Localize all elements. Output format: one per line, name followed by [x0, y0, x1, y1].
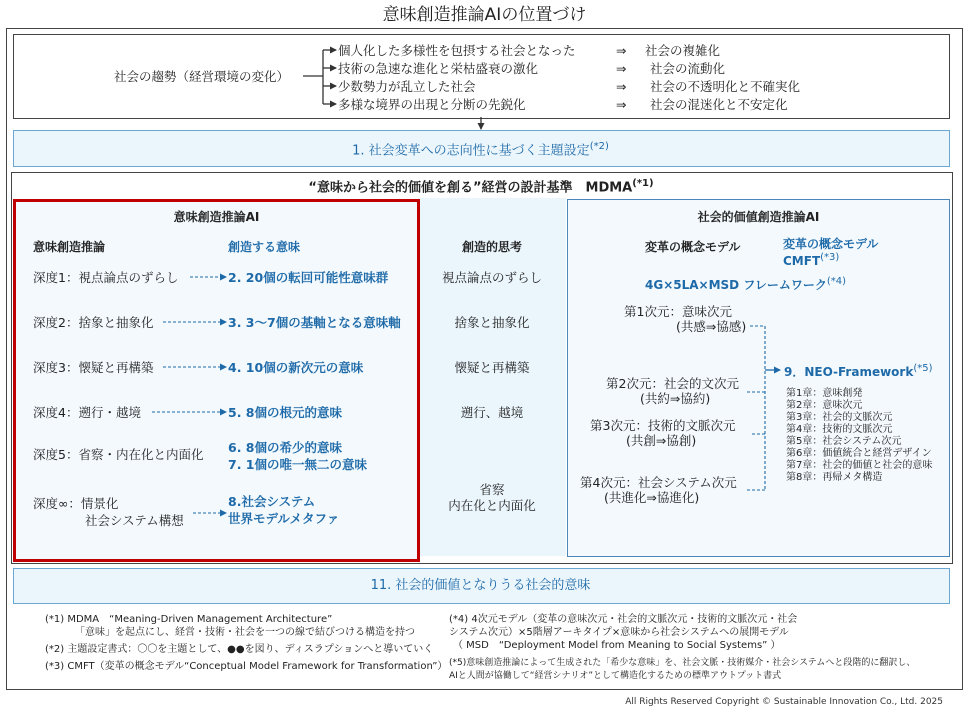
footnote: 「意味」を起点にし、経営・技術・社会を一つの線で結びつける構造を持つ [75, 627, 415, 638]
trend-item: 技術の急速な進化と栄枯盛衰の激化 [338, 61, 539, 76]
footnote: (*4) 4次元モデル（変革の意味次元・社会的文脈次元・技術的文脈次元・社会 [449, 614, 798, 625]
framework-sup: (*4) [826, 276, 847, 287]
chapter-item: 第4章：技術的文脈次元 [786, 424, 893, 435]
implies-arrow: ⇒ [616, 79, 627, 94]
model-label: 変革の概念モデル [645, 240, 741, 254]
trends-label: 社会の趨勢（経営環境の変化） [114, 69, 290, 84]
dimension-name: 第1次元：意味次元 [624, 304, 732, 319]
theme-bar-label: 1. 社会変革への志向性に基づく主題設定 [352, 143, 590, 159]
middle-item: 視点論点のずらし [441, 270, 542, 285]
meaning-label: 7. 1個の唯一無二の意味 [228, 457, 367, 472]
depth-label: 深度∞：情景化 [33, 496, 119, 511]
dimension-sub: (共感⇒協感) [676, 319, 747, 334]
copyright: All Rights Reserved Copyright © Sustainable Innovation Co., Ltd. 2025 [625, 697, 943, 707]
middle-item: 内在化と内面化 [448, 498, 536, 513]
middle-item: 捨象と抽象化 [454, 315, 530, 330]
trend-result: 社会の流動化 [650, 61, 726, 76]
right-panel-title: 社会的価値創造推論AI [697, 210, 820, 224]
middle-column-header: 創造的思考 [461, 240, 522, 254]
depth-label: 深度5：省察・内在化と内面化 [33, 447, 204, 462]
dimension-sub: (共約⇒協約) [640, 391, 711, 406]
depth-label: 深度1：視点論点のずらし [33, 270, 179, 285]
meaning-label: 4. 10個の新次元の意味 [228, 360, 364, 375]
chapter-item: 第2章：意味次元 [786, 400, 863, 411]
middle-item: 省察 [479, 482, 505, 497]
trend-item: 少数勢力が乱立した社会 [338, 79, 476, 94]
depth-label: 社会システム構想 [85, 513, 184, 528]
theme-bar-sup: (*2) [589, 141, 609, 152]
dimension-name: 第3次元：技術的文脈次元 [590, 418, 736, 433]
implies-arrow: ⇒ [616, 61, 627, 76]
dimension-name: 第2次元：社会的文次元 [606, 376, 739, 391]
depth-label: 深度2：捨象と抽象化 [33, 315, 154, 330]
footnote: （ MSD “Deployment Model from Meaning to Social Systems” ） [453, 640, 781, 651]
chapter-item: 第8章：再帰メタ構造 [786, 472, 883, 483]
trend-result: 社会の混迷化と不安定化 [650, 97, 788, 112]
meaning-label: 3. 3～7個の基軸となる意味軸 [228, 315, 401, 330]
dimension-sub: (共進化⇒協進化) [604, 490, 700, 505]
chapter-item: 第3章：社会的文脈次元 [786, 412, 893, 423]
middle-item: 遡行、越境 [460, 405, 524, 420]
footnote: (*2) 主題設定書式：〇〇を主題として、●●を図り、ディスラプションへと導いていく [45, 644, 434, 655]
dimension-sub: (共創⇒協創) [626, 433, 697, 448]
mdma-title-label: “意味から社会的価値を創る”経営の設計基準 MDMA [308, 180, 633, 196]
left-col2-header: 創造する意味 [228, 240, 301, 254]
meaning-label: 5. 8個の根元的意味 [228, 405, 342, 420]
left-panel-title: 意味創造推論AI [173, 210, 260, 224]
page-title: 意味創造推論AIの位置づけ [382, 5, 587, 25]
footnote: (*1) MDMA “Meaning-Driven Management Architecture” [45, 614, 333, 625]
trend-result: 社会の複雑化 [645, 43, 721, 58]
dimension-name: 第4次元：社会システム次元 [580, 475, 737, 490]
trend-item: 多様な境界の出現と分断の先鋭化 [338, 97, 526, 112]
trend-result: 社会の不透明化と不確実化 [650, 79, 801, 94]
meaning-label: 6. 8個の希少的意味 [228, 440, 342, 455]
cmft-sup: (*3) [820, 252, 840, 263]
footnote: AIと人間が協働して“経営シナリオ”として構造化するための標準アウトプット書式 [449, 671, 782, 681]
neo-sup: (*5) [913, 363, 933, 374]
meaning-label: 2. 20個の転回可能性意味群 [228, 270, 389, 285]
chapter-item: 第7章：社会的価値と社会的意味 [786, 460, 933, 471]
neo-framework-text: 9．NEO-Framework [784, 365, 914, 379]
chapter-item: 第6章：価値統合と経営デザイン [786, 448, 932, 459]
trend-item: 個人化した多様性を包摂する社会となった [338, 43, 576, 58]
left-col1-header: 意味創造推論 [33, 240, 106, 254]
meaning-label: 8.社会システム [228, 494, 316, 509]
chapter-item: 第1章：意味創発 [786, 388, 863, 399]
framework-text: 4G×5LA×MSD フレームワーク [645, 278, 827, 292]
depth-label: 深度3：懐疑と再構築 [33, 360, 154, 375]
middle-item: 懐疑と再構築 [454, 360, 530, 375]
cmft-label: 変革の概念モデル [783, 237, 879, 251]
depth-label: 深度4：遡行・越境 [33, 405, 141, 420]
footnote: システム次元）×5階層アーキタイプ×意味から社会システムへの展開モデル [449, 627, 789, 638]
implies-arrow: ⇒ [616, 43, 627, 58]
cmft-name-text: CMFT [783, 254, 821, 268]
bottom-bar-text: 11. 社会的価値となりうる社会的意味 [370, 578, 591, 593]
chapter-item: 第5章：社会システム次元 [786, 436, 902, 447]
meaning-label: 世界モデルメタファ [228, 511, 340, 526]
implies-arrow: ⇒ [616, 97, 627, 112]
footnote: (*3) CMFT（変革の概念モデル“Conceptual Model Framework for Transformation”） [45, 661, 448, 672]
footnote: (*5)意味創造推論によって生成された「希少な意味」を、社会文脈・技術媒介・社会システムへと段階的に翻訳し、 [449, 658, 916, 668]
mdma-sup: (*1) [632, 178, 654, 189]
